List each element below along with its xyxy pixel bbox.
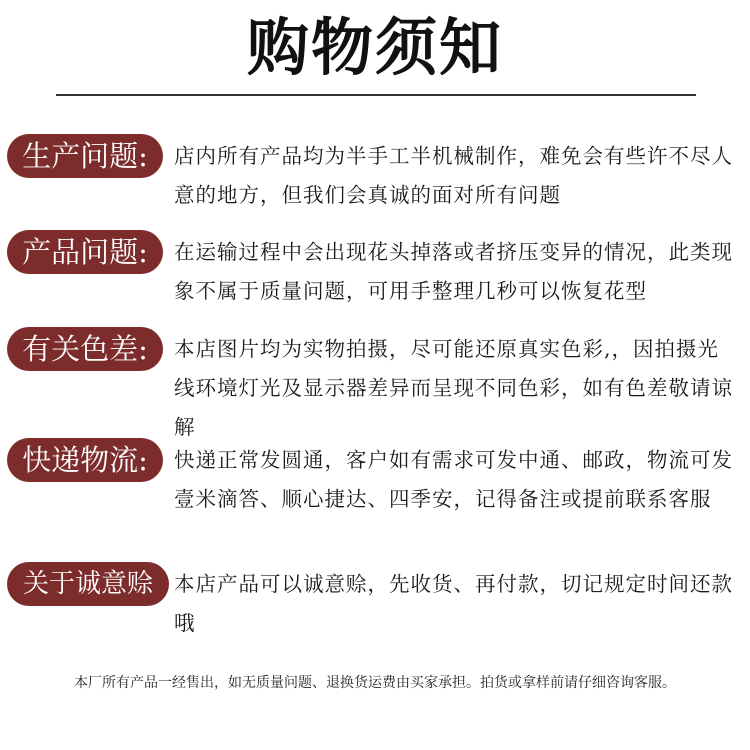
page-title: 购物须知 xyxy=(246,11,503,84)
notice-label-credit: 关于诚意赊 xyxy=(7,562,169,606)
title-divider xyxy=(56,94,696,96)
notice-text-product: 在运输过程中会出现花头掉落或者挤压变异的情况，此类现象不属于质量问题，可用手整理几秒可以恢复花型 xyxy=(174,240,733,303)
footer-note: 本厂所有产品一经售出，如无质量问题、退换货运费由买家承担。拍货或拿样前请仔细咨询客服。 xyxy=(74,675,676,691)
notice-label-production: 生产问题: xyxy=(7,134,163,178)
notice-text-credit: 本店产品可以诚意赊，先收货、再付款，切记规定时间还款哦 xyxy=(174,572,733,635)
notice-text-production: 店内所有产品均为半手工半机械制作，难免会有些许不尽人意的地方，但我们会真诚的面对所有问题 xyxy=(174,144,733,207)
notice-text-shipping: 快递正常发圆通，客户如有需求可发中通、邮政，物流可发壹米滴答、顺心捷达、四季安，记得备注或提前联系客服 xyxy=(174,448,733,511)
notice-label-shipping: 快递物流: xyxy=(7,438,163,482)
notice-text-color-difference: 本店图片均为实物拍摄，尽可能还原真实色彩,，因拍摄光线环境灯光及显示器差异而呈现不同色彩，如有色差敬请谅解 xyxy=(174,337,733,439)
notice-label-color-difference: 有关色差: xyxy=(7,327,163,371)
notice-label-product: 产品问题: xyxy=(7,230,163,274)
